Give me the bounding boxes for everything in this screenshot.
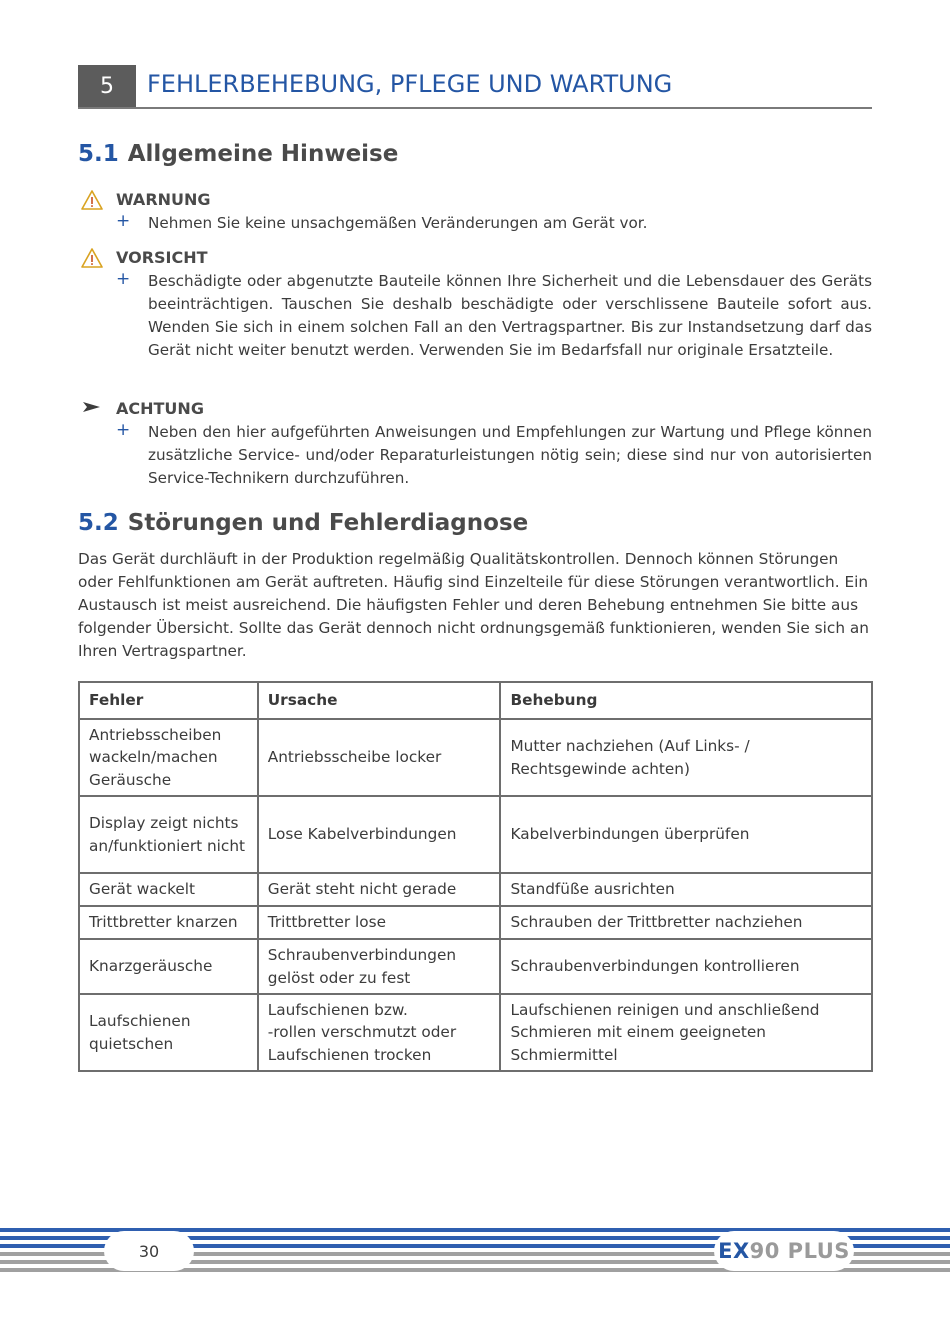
section-number: 5.1 xyxy=(78,141,119,167)
section-title: Störungen und Fehlerdiagnose xyxy=(127,510,529,536)
table-cell: Display zeigt nichts an/funktioniert nicht xyxy=(79,796,258,873)
troubleshooting-table xyxy=(78,681,873,1072)
bullet-plus: + xyxy=(116,211,131,231)
table-cell: Antriebsscheiben wackeln/machen Geräusche xyxy=(79,719,258,796)
table-cell: Mutter nachziehen (Auf Links- / Rechtsgewinde achten) xyxy=(500,719,872,796)
table-cell: Laufschienen bzw. -rollen verschmutzt oder Laufschienen trocken xyxy=(258,994,501,1071)
table-row xyxy=(79,873,872,906)
chapter-header xyxy=(78,65,872,109)
table-cell: Trittbretter knarzen xyxy=(79,906,258,939)
section-heading xyxy=(78,141,398,167)
warning-label: WARNUNG xyxy=(116,190,211,209)
chapter-number: 5 xyxy=(78,65,136,107)
page-number: 30 xyxy=(138,1241,160,1261)
page-number-badge xyxy=(104,1231,194,1271)
table-cell: Antriebsscheibe locker xyxy=(258,719,501,796)
intro-paragraph: Das Gerät durchläuft in der Produktion regelmäßig Qualitätskontrollen. Dennoch können Störungen oder Fehlfunktionen am Gerät auftreten. Häufig sind Einzelteile für diese Störungen verantwortlich. Ein Austausch ist meist ausreichend. Die häufigsten Fehler und deren Behebung entnehmen Sie bitte aus folgender Übersicht. Sollte das Gerät dennoch nicht ordnungsgemäß funktionieren, wenden Sie sich an Ihren Vertragspartner. xyxy=(78,550,869,660)
table-cell: Laufschienen reinigen und anschließend Schmieren mit einem geeigneten Schmiermittel xyxy=(500,994,872,1071)
attention-label: ACHTUNG xyxy=(116,399,204,418)
section-number: 5.2 xyxy=(78,510,119,536)
warning-triangle-icon xyxy=(81,190,103,210)
brand-logo: EX90 PLUS xyxy=(718,1239,850,1263)
table-cell: Laufschienen quietschen xyxy=(79,994,258,1071)
table-cell: Schrauben der Trittbretter nachziehen xyxy=(500,906,872,939)
table-cell: Kabelverbindungen überprüfen xyxy=(500,796,872,873)
attention-text: Neben den hier aufgeführten Anweisungen und Empfehlungen zur Wartung und Pflege können zusätzliche Service- und/oder Reparaturleistungen nötig sein; diese sind nur von autorisierten Service-Technikern durchzuführen. xyxy=(148,423,872,487)
column-header-behebung: Behebung xyxy=(500,682,872,719)
warning-text: Nehmen Sie keine unsachgemäßen Veränderungen am Gerät vor. xyxy=(148,214,648,232)
table-row xyxy=(79,906,872,939)
section-title: Allgemeine Hinweise xyxy=(127,141,399,167)
table-cell: Standfüße ausrichten xyxy=(500,873,872,906)
table-cell: Gerät wackelt xyxy=(79,873,258,906)
page-footer xyxy=(0,1228,950,1274)
table-header-row xyxy=(79,682,872,719)
column-header-ursache: Ursache xyxy=(258,682,501,719)
caution-text: Beschädigte oder abgenutzte Bauteile können Ihre Sicherheit und die Lebensdauer des Geräts beeinträchtigen. Tauschen Sie deshalb beschädigte oder verschlissene Bauteile sofort aus. Wenden Sie sich in einem solchen Fall an den Vertragspartner. Bis zur Instandsetzung darf das Gerät nicht weiter benutzt werden. Verwenden Sie im Bedarfsfall nur originale Ersatzteile. xyxy=(148,272,872,359)
bullet-plus: + xyxy=(116,420,131,440)
table-row xyxy=(79,796,872,873)
caution-label: VORSICHT xyxy=(116,248,208,267)
table-cell: Schraubenverbindungen gelöst oder zu fest xyxy=(258,939,501,994)
brand-badge xyxy=(714,1231,854,1271)
warning-triangle-icon xyxy=(81,248,103,268)
table-row xyxy=(79,994,872,1071)
pointer-arrow-icon xyxy=(81,398,103,418)
table-cell: Trittbretter lose xyxy=(258,906,501,939)
table-cell: Schraubenverbindungen kontrollieren xyxy=(500,939,872,994)
table-row xyxy=(79,939,872,994)
table-cell: Knarzgeräusche xyxy=(79,939,258,994)
table-cell: Lose Kabelverbindungen xyxy=(258,796,501,873)
table-row xyxy=(79,719,872,796)
table-cell: Gerät steht nicht gerade xyxy=(258,873,501,906)
chapter-title: FEHLERBEHEBUNG, PFLEGE UND WARTUNG xyxy=(147,70,673,98)
column-header-fehler: Fehler xyxy=(79,682,258,719)
bullet-plus: + xyxy=(116,269,131,289)
section-heading xyxy=(78,510,528,536)
